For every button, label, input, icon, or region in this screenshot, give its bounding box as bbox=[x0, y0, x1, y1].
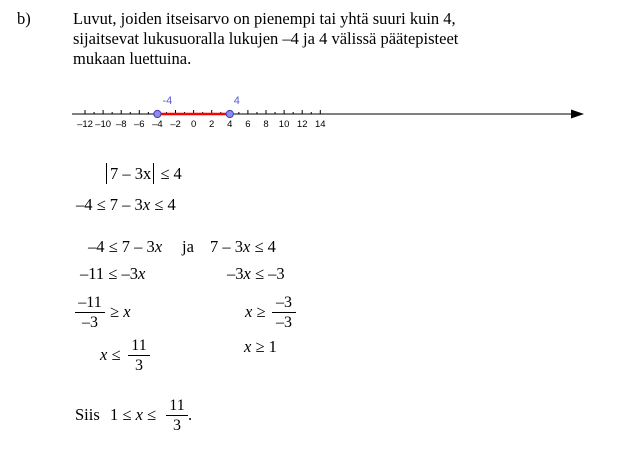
right-step-1: –3x ≤ –3 bbox=[227, 264, 285, 283]
right-endpoint bbox=[226, 110, 233, 117]
right-endpoint-label: 4 bbox=[233, 95, 240, 107]
abs-inequality bbox=[106, 163, 182, 185]
left-fraction-denominator: –3 bbox=[82, 314, 98, 331]
problem-line-2: sijaitsevat lukusuoralla lukujen –4 ja 4 välissä päätepisteet bbox=[73, 29, 459, 48]
left-result-lhs: x ≤ bbox=[100, 345, 121, 364]
split-ja: ja bbox=[182, 237, 194, 256]
conclusion-prefix: Siis bbox=[75, 405, 100, 424]
tick-label: 8 bbox=[263, 119, 269, 130]
right-fraction bbox=[272, 294, 296, 331]
conclusion-numerator: 11 bbox=[166, 397, 188, 416]
abs-value-expression: 7 – 3x bbox=[106, 163, 154, 184]
left-endpoint bbox=[154, 110, 161, 117]
conclusion-inequality: 1 ≤ x ≤ bbox=[110, 405, 157, 424]
left-fraction-numerator: –11 bbox=[75, 294, 105, 313]
problem-label: b) bbox=[17, 9, 31, 28]
conclusion-fraction bbox=[166, 397, 188, 434]
right-fraction-lhs: x ≥ bbox=[245, 302, 266, 321]
problem-line-3: mukaan luettuina. bbox=[73, 49, 192, 68]
axis-arrow-icon bbox=[571, 110, 584, 119]
left-endpoint-label: -4 bbox=[162, 95, 173, 107]
left-step-1: –11 ≤ –3x bbox=[80, 264, 146, 283]
tick-label: –2 bbox=[170, 119, 181, 130]
tick-label: –4 bbox=[152, 119, 163, 130]
tick-label: –10 bbox=[95, 119, 112, 130]
left-fraction-rhs: ≥ x bbox=[110, 302, 131, 321]
tick-label: 10 bbox=[278, 119, 290, 130]
tick-label: 0 bbox=[190, 119, 197, 130]
tick-label: –12 bbox=[77, 119, 93, 130]
left-fraction bbox=[75, 294, 105, 331]
left-result-fraction bbox=[128, 337, 150, 374]
left-result-numerator: 11 bbox=[128, 337, 150, 356]
abs-rhs: ≤ 4 bbox=[160, 164, 182, 183]
left-result-denominator: 3 bbox=[135, 357, 143, 374]
tick-label: 12 bbox=[296, 119, 308, 130]
right-fraction-denominator: –3 bbox=[276, 314, 292, 331]
tick-label: 6 bbox=[245, 119, 251, 130]
conclusion-denominator: 3 bbox=[173, 417, 181, 434]
number-line bbox=[0, 88, 619, 133]
tick-label: 4 bbox=[227, 119, 233, 130]
conclusion-suffix: . bbox=[188, 405, 193, 424]
split-left: –4 ≤ 7 – 3x bbox=[88, 237, 163, 256]
right-result: x ≥ 1 bbox=[244, 337, 277, 356]
problem-line-1: Luvut, joiden itseisarvo on pienempi tai yhtä suuri kuin 4, bbox=[73, 9, 456, 28]
split-right: 7 – 3x ≤ 4 bbox=[210, 237, 276, 256]
tick-label: –8 bbox=[115, 119, 127, 130]
tick-label: 2 bbox=[209, 119, 215, 130]
tick-label: –6 bbox=[134, 119, 145, 130]
right-fraction-numerator: –3 bbox=[272, 294, 296, 313]
double-inequality: –4 ≤ 7 – 3x ≤ 4 bbox=[76, 195, 176, 214]
tick-label: 14 bbox=[315, 119, 326, 130]
